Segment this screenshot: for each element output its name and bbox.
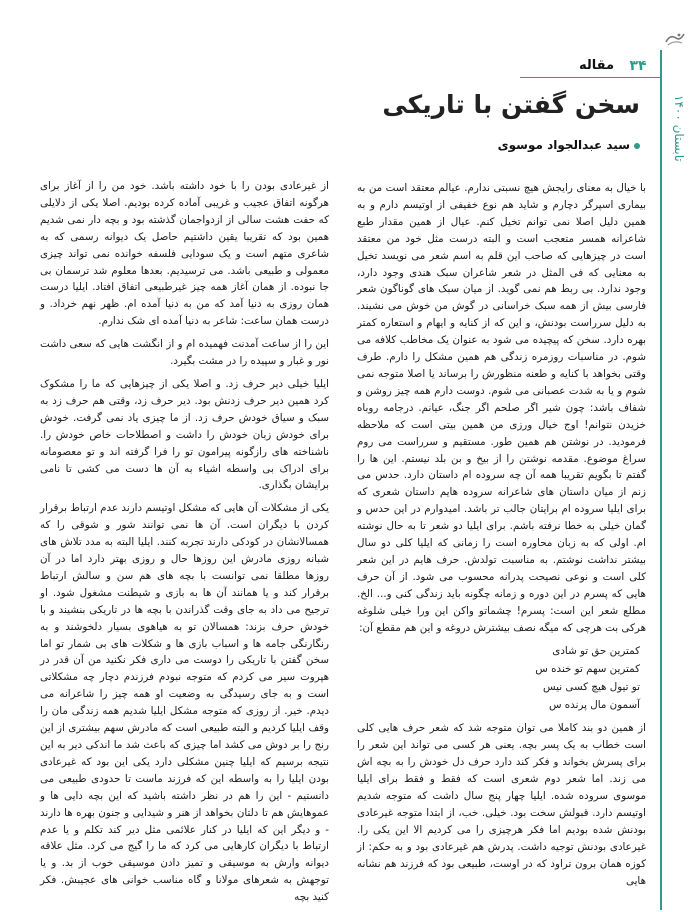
- author-name: سید عبدالجواد موسوی: [497, 138, 630, 152]
- page-number: ۳۴: [629, 58, 647, 74]
- section-label: مقاله: [578, 58, 614, 73]
- verse-line: تو تیول هیچ کسی نیس: [542, 681, 640, 694]
- verse-line: کمترین سهم تو خنده س: [535, 663, 640, 676]
- margin-rule: [660, 50, 662, 910]
- verse-line: کمترین حق تو شادی: [552, 645, 640, 658]
- paragraph: یکی از مشکلات آن هایی که مشکل اوتیسم دارند عدم ارتباط برقرار کردن با دیگران است. آن ها نمی توانند شور و شوقی را که همسالانشان در کودکی دارند تجربه کنند. ایلیا البته به مدد تلاش های شبانه روزی مادرش این روزها حال و روزی بهتر دارد اما در آن روزها مطلقا نمی توانست با بچه های هم سن و سالش ارتباط برقرار کند و یا همانند آن ها به بازی و شیطنت مشغول شود. او ترجیح می داد به جای وقت گذراندن با بچه ها در تاریکی بنشیند و با خودش حرف بزند: همسالان تو به هیاهوی بسیار دلخوشند و به رنگارنگی جامه ها و اسباب بازی ها و شکلات های بی شمار تو اما سخن گفتن با تاریکی را دوست می داری فکر نکنید من آن قدر در هپروت سیر می کردم که متوجه نبودم فرزندم دچار چه مشکلاتی است و به جای رسیدگی به وضعیت او همه چیز را شاعرانه می دیدم. خیر. از روزی که متوجه مشکل ایلیا شدیم همه زندگی مان را وقف ایلیا کردیم و البته طبیعی است که مادرش سهم بیشتری از این رنج را بر دوش می کشد اما چیزی که باعث شد ما اندکی دیر به این نتیجه برسیم که ایلیا چنین مشکلی دارد یکی این بود که غیرعادی بودن ایلیا را به واسطه این که فرزند ماست تا حدودی طبیعی می دانستیم - این را هم در نظر داشته باشید که این بچه دایی ها و عموهایش هم تا دلتان بخواهد از هنر و شیدایی و جنون بهره ها دارند - و دیگر این که ایلیا در کنار علائمی مثل دیر کند تکلم و یا عدم ارتباط با دیگران کارهایی می کرد که ما را گیج می کرد. مثل علاقه دیوانه وارش به موسیقی و تمیز دادن موسیقی خوب از بد. و یا توجهش به شعرهای مولانا و گاه مناسب خوانی های عجیبش. فکر کنید بچه: [40, 502, 329, 904]
- right-column: [357, 180, 646, 896]
- article-title: سخن گفتن با تاریکی: [382, 90, 640, 119]
- poem-verse: [357, 642, 646, 714]
- verse-line: آسمون مال پرنده س: [548, 699, 640, 712]
- author-bullet-icon: [634, 143, 640, 149]
- left-column: [40, 178, 329, 912]
- article-author: [340, 138, 640, 152]
- issue-season: تابستان ۱۴۰۰: [672, 95, 686, 162]
- paragraph: با خیال به معنای رایجش هیچ نسبتی ندارم. عیالم معتقد است من به بیماری اسپرگر دچارم و شاید هم نوع خفیفی از اوتیسم دارم و به همین دلیل اصلا نمی توانم تخیل کنم. عیال از همین مقدار طبع شاعرانه همسر متعجب است و البته درست مثل خود من معتقد است در چیزهایی که صاحب این قلم به اسم شعر می نویسد تخیل به معنایی که فی المثل در شعر شاعران سبک هندی وجود دارد، وجود ندارد. بی ربط هم نمی گوید. از میان سبک های گوناگون شعر فارسی بیش از همه سبک خراسانی در گوش من خوش می نشیند. به دلیل سرراست بودنش، و این که از کنایه و ایهام و استعاره کمتر بهره دارد. سخن که پیچیده می شود به عنوان یک مخاطب کلافه می شوم. در مناسبات روزمره زندگی هم همین مشکل را دارم. طرف وقتی بخواهد با کنایه و طعنه منظورش را برساند یا اصلا متوجه نمی شوم و یا به شدت عصبانی می شوم. دوست دارم همه چیز روشن و شفاف باشد: چون شیر اگر صلحم اگر جنگ، عیانم. درجامه روباه خزیدن نتوانم! اوج خیال ورزی من همین بیتی است که ملاحظه فرمودید. در نوشتن هم همین طور. مستقیم و سرراست می روم سراغ موضوع. مقدمه نوشتن را از بیخ و بن بلد نیستم. این ها را گفتم تا بگویم تقریبا همه آن چه سروده ام داستان دارد. حدس می زنم از میان داستان های شاعرانه سروده هایم داستان شعری که برای ایلیا سروده ام برایتان جالب تر باشد. امیدوارم در این حدس و گمان خیلی به خطا نرفته باشم. برای ایلیا دو شعر تا به حال نوشته ام. اولی که به زبان محاوره است را زمانی که ایلیا کلی دو سال بیشتر نداشت نوشتم. به مناسبت تولدش. حرف هایم در این شعر کلی است و نوعی نصیحت پدرانه محسوب می شود. از آن حرف هایی که پسرم در این دوره و زمانه چگونه باید زندگی کنی و... الخ. مطلع شعر این است: پسرم! چشماتو واکن این ورا خیلی شلوغه هرکی بت هرچی که میگه نصف بیشترش دروغه و این هم مقطع آن:: [357, 182, 646, 634]
- calligraphy-ornament-icon: [664, 30, 686, 48]
- paragraph: از غیرعادی بودن را با خود داشته باشد. خود من را از آغاز برای هرگونه اتفاق عجیب و غریبی آماده کرده بودیم. اصلا یکی از دلایلی که حفت هشت سالی از ازدواجمان گذشته بود و بچه دار نمی شدیم همین بود که تقریبا یقین داشتیم حاصل یک دیوانه رسمی که به شاعری متهم است و یک سودایی فلسفه خوانده نمی تواند چیزی معمولی و طبیعی باشد. می ترسیدیم. بعدها معلوم شد ترسمان بی جا نبوده. از همان آغاز همه چیز غیرطبیعی اتفاق افتاد. ایلیا درست همان روزی به دنیا آمد که من به دنیا آمده ام. ظهر نهم خرداد. و درست همان ساعت: شاعر به دنیا آمده ای شک ندارم.: [40, 180, 329, 328]
- paragraph: از همین دو بند کاملا می توان متوجه شد که شعر حرف هایی کلی است خطاب به یک پسر بچه. یعنی هر کسی می تواند این شعر را برای پسرش بخواند و فکر کند دارد حرف دل خودش را به بچه اش می زند. اما شعر دوم شعری است که فقط و فقط برای ایلیا موسوی سروده شده. ایلیا چهار پنج سال داشت که متوجه شدیم اوتیسم دارد. قبولش سخت بود. خیلی. خب، از ابتدا متوجه غیرعادی بودنش شده بودیم اما فکر هرچیزی را می کردیم الا این یکی را. غیرعادی بودنش توجیه داشت. پدرش هم غیرعادی بود و به حکم: از کوزه همان برون تراود که در اوست، طبیعی بود که فرزند هم نشانه هایی: [357, 722, 646, 887]
- paragraph: این را از ساعت آمدنت فهمیده ام و از انگشت هایی که سعی داشت نور و غبار و سپیده را در مشت بگیرد.: [40, 338, 329, 368]
- header-rule: [520, 77, 660, 78]
- paragraph: ایلیا خیلی دیر حرف زد. و اصلا یکی از چیزهایی که ما را مشکوک کرد همین دیر حرف زدنش بود. دیر حرف زد، وقتی هم حرف زد به سبک و سیاق خودش حرف زد. از ما چیزی یاد نمی گرفت. خودش برای خودش زبان خودش را داشت و اصطلاحات خاص خودش را. ناشناخته های رازگونه پیرامون تو را فرا گرفته اند و تو معصومانه برای ادراک بی واسطه اشیاء به آن ها دست می کشی تا نامی برایشان بگذاری.: [40, 377, 329, 492]
